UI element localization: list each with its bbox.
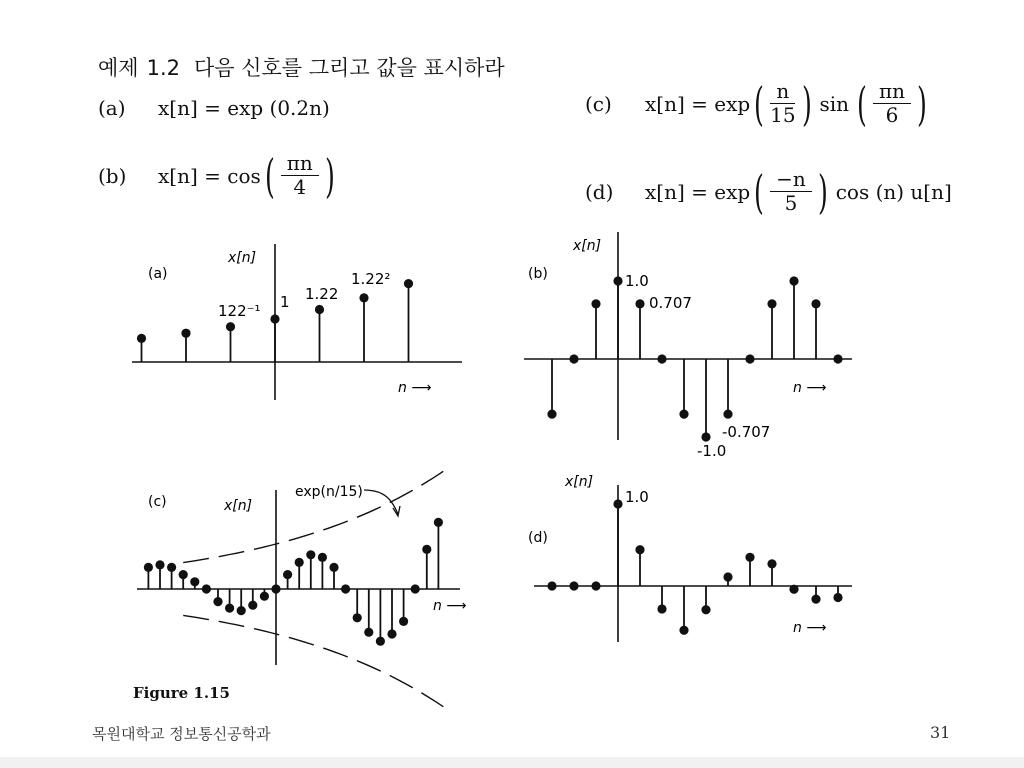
example-label: 예제 [98, 56, 139, 80]
annotation: 1.22² [351, 270, 391, 288]
y-axis-label: x[n] [224, 498, 253, 514]
equation-expression: x[n] = exp [645, 91, 751, 116]
annotation: 1 [280, 293, 290, 311]
stem-point [569, 581, 578, 590]
x-axis-label: n ⟶ [433, 598, 467, 614]
stem-point [767, 559, 776, 568]
fraction-denominator: 4 [293, 175, 307, 199]
paren-close: ) [324, 148, 335, 203]
stem-point [723, 572, 732, 581]
annotation: 122⁻¹ [218, 302, 261, 320]
equation-label: (b) [98, 163, 127, 188]
x-axis-label: n ⟶ [793, 620, 827, 636]
stem-point [657, 604, 666, 613]
fraction-numerator: n [770, 80, 795, 104]
equation-label: (a) [98, 96, 126, 120]
plot-tag: (d) [528, 530, 548, 546]
equation-expression: x[n] = exp [645, 179, 751, 204]
equation-expression: x[n] = cos [158, 163, 261, 188]
equation-expression: x[n] = exp (0.2n) [158, 96, 330, 120]
fraction-denominator: 5 [784, 191, 798, 215]
stem-point [679, 626, 688, 635]
equation-label: (c) [585, 91, 612, 116]
x-axis-label: n ⟶ [793, 380, 827, 396]
paren-open: ( [754, 164, 765, 219]
paren-close: ) [917, 76, 927, 131]
annotation: -1.0 [697, 442, 727, 460]
fraction-denominator: 6 [885, 103, 899, 127]
footer-school: 목원대학교 정보통신공학과 [92, 725, 271, 743]
paren-close: ) [801, 76, 812, 131]
page-number: 31 [930, 723, 951, 742]
fraction-numerator: πn [281, 152, 319, 176]
stem-point [591, 581, 600, 590]
paren-open: ( [264, 148, 275, 203]
stem-point [833, 593, 842, 602]
y-axis-label: x[n] [573, 238, 602, 254]
figure-caption: Figure 1.15 [133, 684, 230, 702]
equation-tail: cos (n) u[n] [835, 179, 952, 204]
bottom-band [0, 757, 1024, 768]
paren-close: ) [817, 164, 828, 219]
stem-point [789, 585, 798, 594]
fraction-numerator: −n [770, 168, 812, 192]
example-instruction: 다음 신호를 그리고 값을 표시하라 [193, 56, 505, 80]
stem-point [613, 499, 622, 508]
example-number: 1.2 [146, 56, 180, 80]
annotation: 1.22 [305, 285, 339, 303]
annotation: 1.0 [625, 272, 649, 290]
y-axis-label: x[n] [228, 250, 257, 266]
stem-point [701, 605, 710, 614]
equation-label: (d) [585, 179, 614, 204]
paren-open: ( [754, 76, 765, 131]
paren-open: ( [857, 76, 867, 131]
plot-tag: (b) [528, 266, 548, 282]
fraction-numerator: πn [873, 80, 911, 104]
stem-point [635, 545, 644, 554]
y-axis-label: x[n] [565, 474, 594, 490]
annotation: 0.707 [649, 294, 692, 312]
stem-point [745, 553, 754, 562]
annotation: -0.707 [722, 423, 771, 441]
fraction-denominator: 15 [770, 103, 796, 127]
plot-tag: (a) [148, 266, 168, 282]
stem-point [547, 581, 556, 590]
plot-tag: (c) [148, 494, 167, 510]
envelope-label: exp(n/15) [295, 484, 363, 500]
annotation: 1.0 [625, 488, 649, 506]
equation-middle: sin [819, 91, 850, 116]
stem-point [811, 595, 820, 604]
x-axis-label: n ⟶ [398, 380, 432, 396]
